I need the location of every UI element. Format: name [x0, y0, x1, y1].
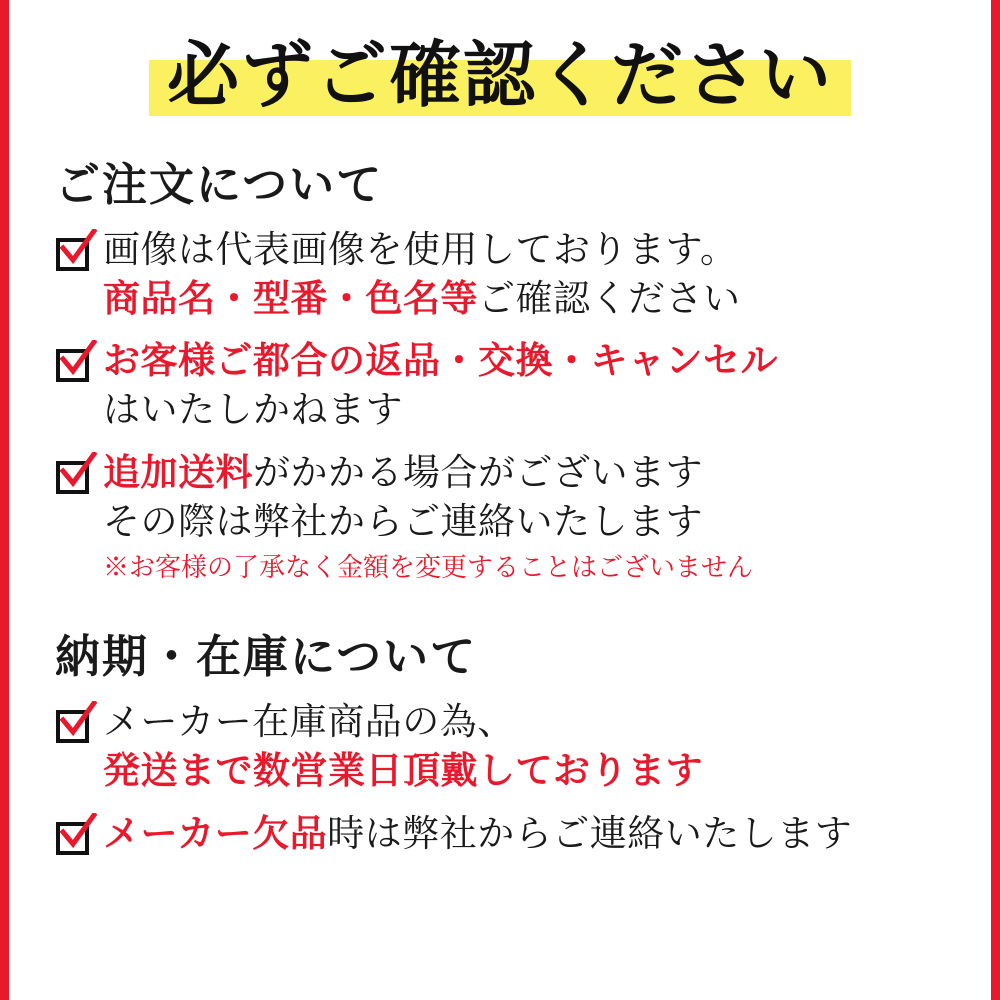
list-line-text: 時は弊社からご連絡いたします [327, 813, 853, 855]
list-line-text: メーカー欠品 [103, 813, 328, 855]
list-line-text: はいたしかねます [103, 390, 403, 432]
list-item [53, 338, 957, 436]
checkmark-icon [53, 344, 97, 388]
list-item [53, 227, 957, 325]
list-line-text: 商品名・型番・色名等 [103, 278, 478, 320]
notice-content [9, 0, 991, 1000]
list-line-text: 追加送料 [103, 453, 253, 495]
list-line-text: 画像は代表画像を使用しております。 [103, 229, 738, 271]
page-title-wrap [43, 0, 957, 122]
list-item-lines [103, 699, 957, 797]
checkmark-icon [53, 233, 97, 277]
section-heading-order: ご注文について [55, 159, 384, 210]
list-item [53, 450, 957, 586]
list-item-lines [103, 227, 957, 325]
list-item [53, 699, 957, 797]
page-title [149, 36, 851, 122]
list-line-text: 発送まで数営業日頂戴しております [103, 750, 703, 792]
list-item-lines [103, 811, 957, 860]
checkmark-icon [53, 456, 97, 500]
list-item [53, 811, 957, 861]
list-line-text: ご確認ください [478, 278, 741, 320]
page-title-text: 必ずご確認ください [166, 36, 833, 116]
list-line-note: ※お客様の了承なく金額を変更することはございません [103, 552, 754, 582]
list-item-lines [103, 450, 957, 586]
list-line-text: お客様ご都合の返品・交換・キャンセル [103, 341, 778, 383]
list-line-text: メーカー在庫商品の為、 [103, 702, 515, 744]
checkmark-icon [53, 817, 97, 861]
checkmark-icon [53, 705, 97, 749]
list-line-text: がかかる場合がございます [253, 453, 703, 495]
list-item-lines [103, 338, 957, 436]
section-heading-delivery: 納期・在庫について [55, 632, 478, 683]
list-line-text: その際は弊社からご連絡いたします [103, 501, 703, 543]
